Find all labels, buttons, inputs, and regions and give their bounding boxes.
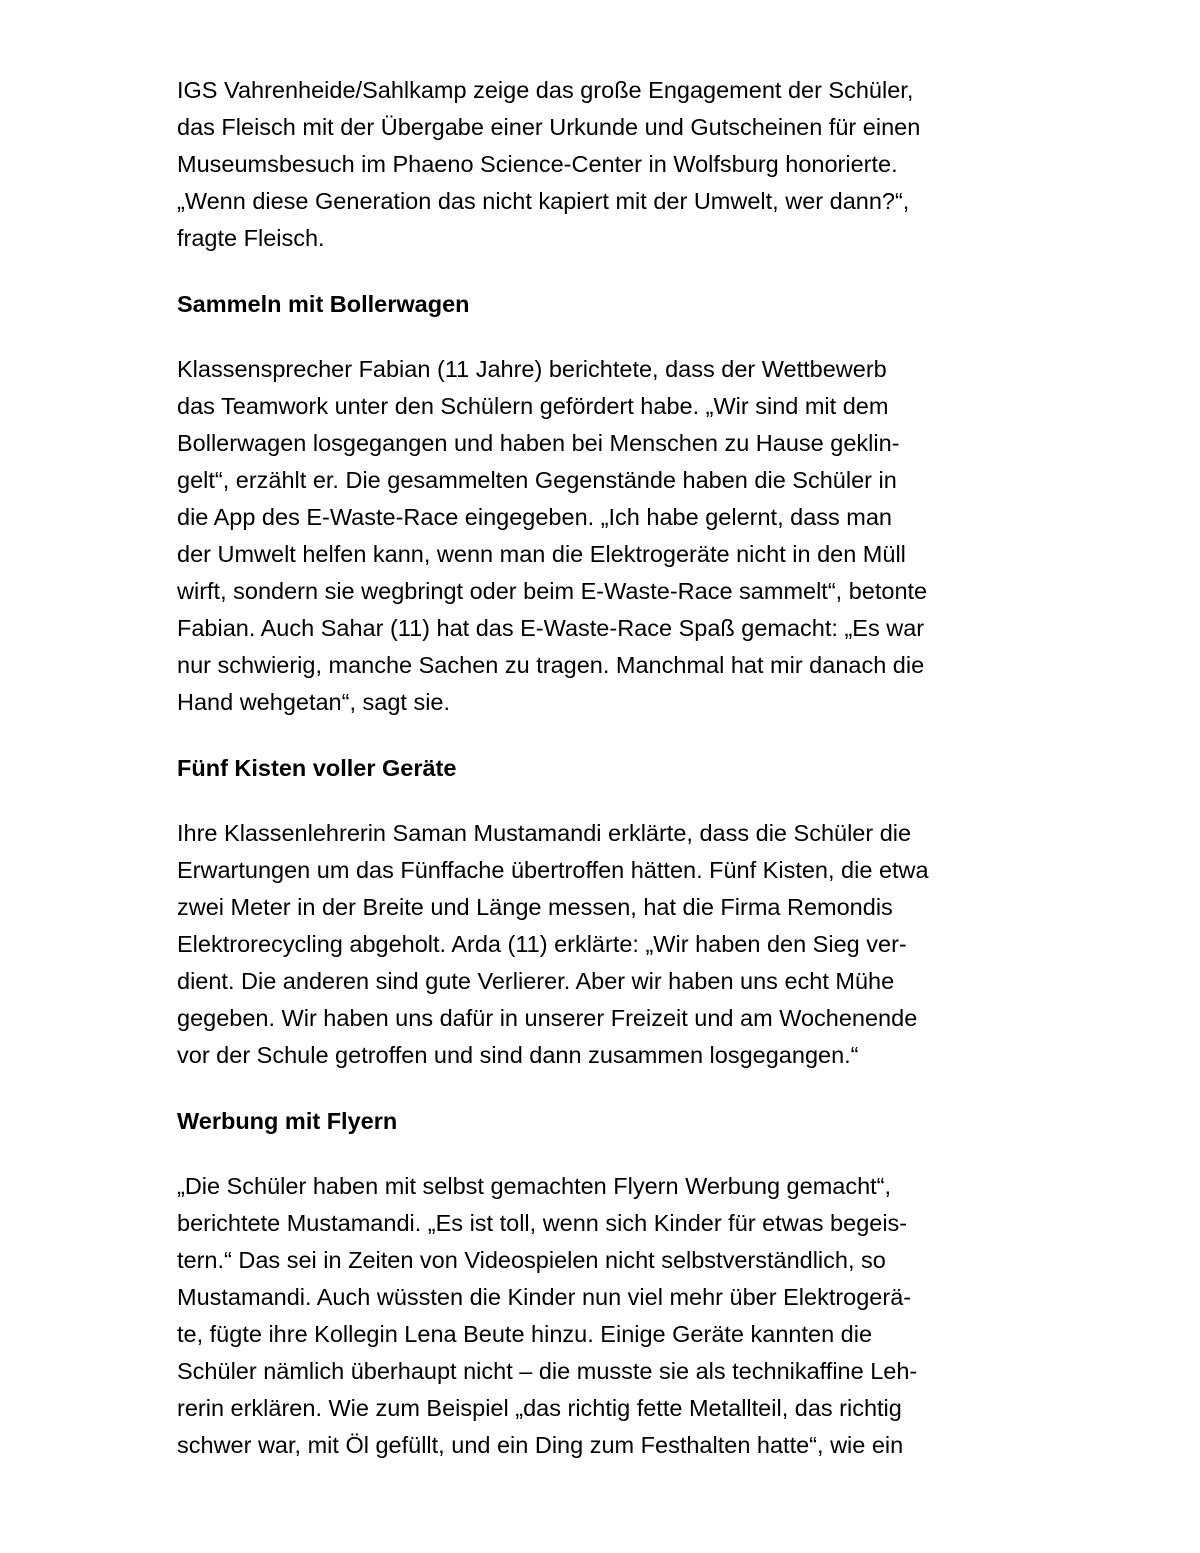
- text-line: Ihre Klassenlehrerin Saman Mustamandi erklärte, dass die Schüler die: [177, 820, 912, 846]
- section-heading-sammeln: Sammeln mit Bollerwagen: [177, 291, 470, 317]
- text-line: Elektrorecycling abgeholt. Arda (11) erklärte: „Wir haben den Sieg ver-: [177, 931, 907, 957]
- text-line: gelt“, erzählt er. Die gesammelten Gegenstände haben die Schüler in: [177, 467, 897, 493]
- text-line: fragte Fleisch.: [177, 225, 325, 251]
- text-line: zwei Meter in der Breite und Länge messen, hat die Firma Remondis: [177, 894, 893, 920]
- section-heading-werbung: Werbung mit Flyern: [177, 1108, 398, 1134]
- text-line: Bollerwagen losgegangen und haben bei Menschen zu Hause geklin-: [177, 430, 900, 456]
- text-line: Mustamandi. Auch wüssten die Kinder nun viel mehr über Elektrogerä-: [177, 1284, 912, 1310]
- text-line: die App des E-Waste-Race eingegeben. „Ich habe gelernt, dass man: [177, 504, 893, 530]
- paragraph-werbung: [177, 1168, 1037, 1464]
- text-line: „Die Schüler haben mit selbst gemachten Flyern Werbung gemacht“,: [177, 1173, 892, 1199]
- text-line: berichtete Mustamandi. „Es ist toll, wenn sich Kinder für etwas begeis-: [177, 1210, 908, 1236]
- text-line: der Umwelt helfen kann, wenn man die Elektrogeräte nicht in den Müll: [177, 541, 906, 567]
- text-line: Museumsbesuch im Phaeno Science-Center in Wolfsburg honorierte.: [177, 151, 898, 177]
- text-line: rerin erklären. Wie zum Beispiel „das richtig fette Metallteil, das richtig: [177, 1395, 902, 1421]
- text-line: das Fleisch mit der Übergabe einer Urkunde und Gutscheinen für einen: [177, 114, 921, 140]
- text-line: wirft, sondern sie wegbringt oder beim E-Waste-Race sammelt“, betonte: [177, 578, 928, 604]
- text-line: gegeben. Wir haben uns dafür in unserer Freizeit und am Wochenende: [177, 1005, 918, 1031]
- text-line: Erwartungen um das Fünffache übertroffen hätten. Fünf Kisten, die etwa: [177, 857, 929, 883]
- text-line: tern.“ Das sei in Zeiten von Videospielen nicht selbstverständlich, so: [177, 1247, 886, 1273]
- section-heading-kisten: Fünf Kisten voller Geräte: [177, 755, 457, 781]
- text-line: das Teamwork unter den Schülern gefördert habe. „Wir sind mit dem: [177, 393, 889, 419]
- text-line: Schüler nämlich überhaupt nicht – die musste sie als technikaffine Leh-: [177, 1358, 918, 1384]
- text-line: IGS Vahrenheide/Sahlkamp zeige das große Engagement der Schüler,: [177, 77, 914, 103]
- text-line: schwer war, mit Öl gefüllt, und ein Ding zum Festhalten hatte“, wie ein: [177, 1432, 904, 1458]
- text-line: dient. Die anderen sind gute Verlierer. Aber wir haben uns echt Mühe: [177, 968, 895, 994]
- paragraph-sammeln: [177, 351, 1037, 721]
- text-line: nur schwierig, manche Sachen zu tragen. Manchmal hat mir danach die: [177, 652, 925, 678]
- text-line: te, fügte ihre Kollegin Lena Beute hinzu. Einige Geräte kannten die: [177, 1321, 873, 1347]
- text-line: Hand wehgetan“, sagt sie.: [177, 689, 451, 715]
- text-line: Fabian. Auch Sahar (11) hat das E-Waste-Race Spaß gemacht: „Es war: [177, 615, 925, 641]
- paragraph-intro: [177, 72, 1037, 257]
- text-line: „Wenn diese Generation das nicht kapiert mit der Umwelt, wer dann?“,: [177, 188, 910, 214]
- text-line: Klassensprecher Fabian (11 Jahre) berichtete, dass der Wettbewerb: [177, 356, 887, 382]
- text-line: vor der Schule getroffen und sind dann zusammen losgegangen.“: [177, 1042, 859, 1068]
- paragraph-kisten: [177, 815, 1037, 1074]
- article-body: [177, 72, 1037, 1493]
